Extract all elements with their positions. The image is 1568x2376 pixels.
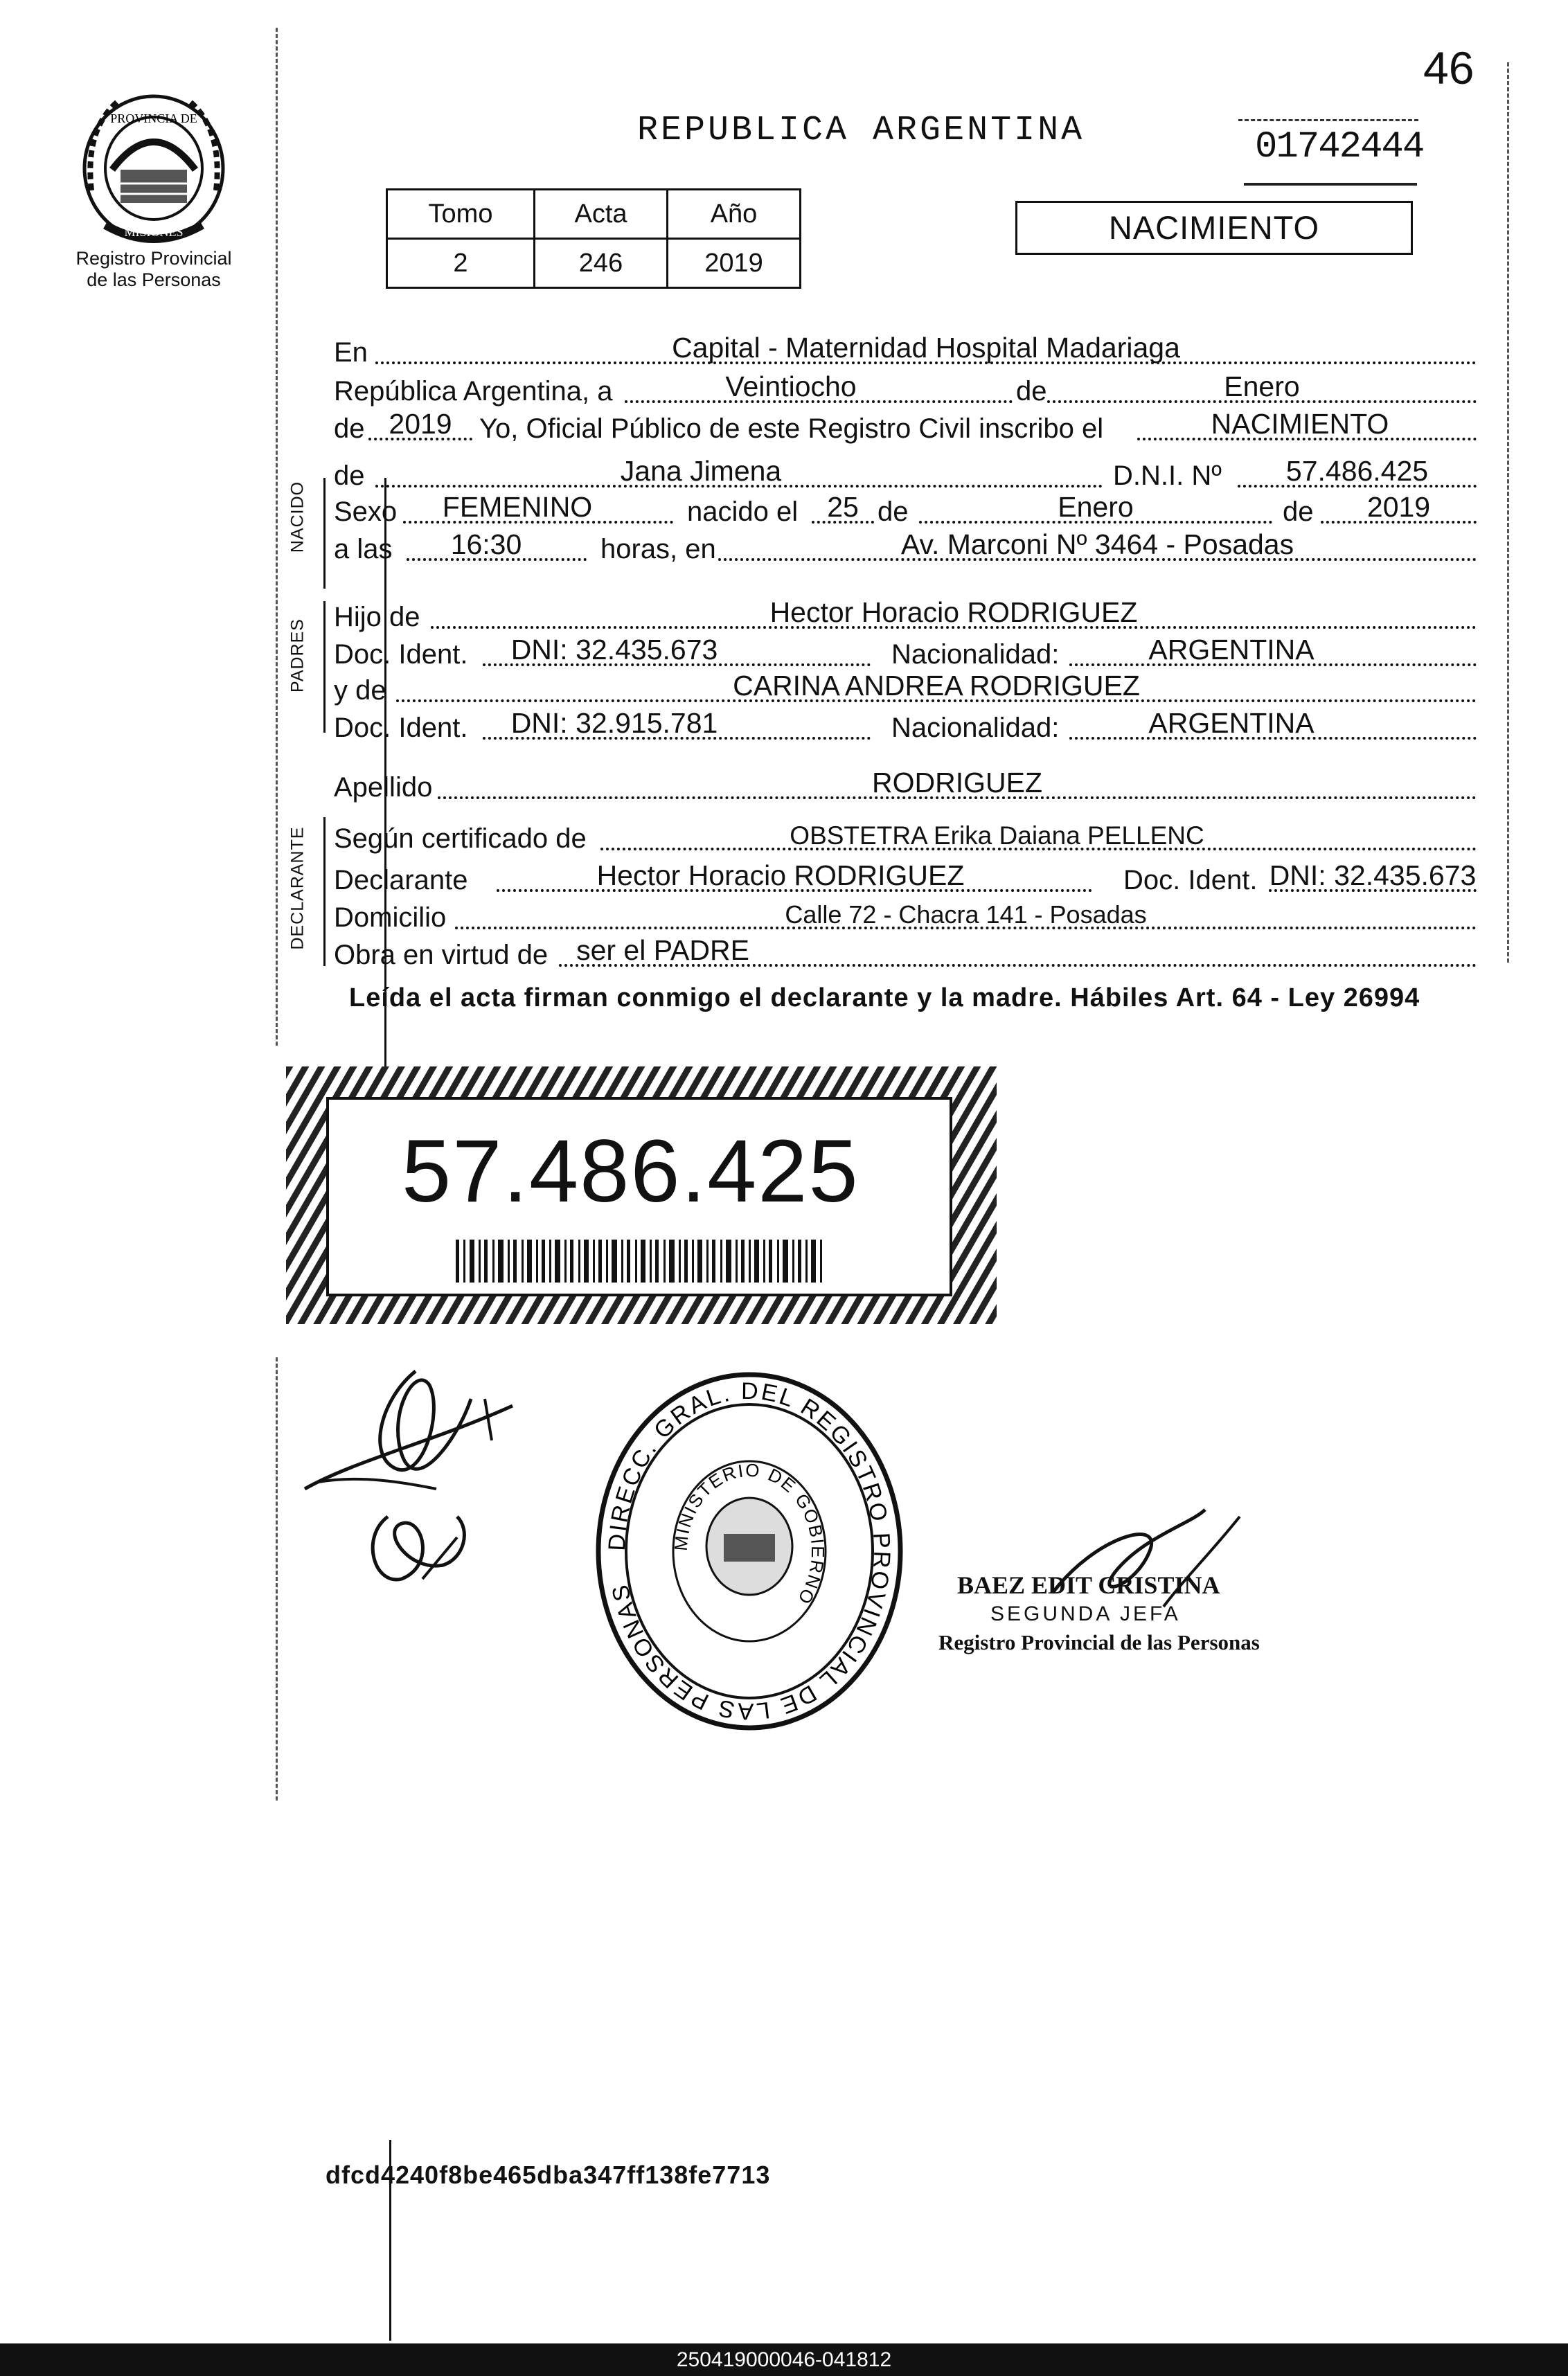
margin-line	[276, 28, 278, 1046]
anio-value: 2019	[668, 239, 801, 288]
value-padre: Hector Horacio RODRIGUEZ	[769, 596, 1138, 628]
official-seal	[592, 1368, 907, 1735]
label-y-de: y de	[334, 675, 386, 706]
row-hora	[334, 522, 1477, 571]
label-republica: República Argentina, a	[334, 376, 613, 407]
signer-name: BAEZ EDIT CRISTINA	[957, 1571, 1220, 1599]
side-label-nacido: NACIDO	[287, 481, 308, 553]
label-doc-ident: Doc. Ident.	[334, 639, 468, 670]
label-hijo-de: Hijo de	[334, 602, 420, 632]
logo-bottom-text: MISIONES	[124, 225, 184, 239]
value-madre: CARINA ANDREA RODRIGUEZ	[733, 670, 1140, 702]
label-en: En	[334, 337, 368, 368]
label-nacido-el: nacido el	[687, 497, 799, 527]
value-nombre: Jana Jimena	[620, 455, 782, 487]
acta-value: 246	[535, 239, 668, 288]
value-lugar: Capital - Maternidad Hospital Madariaga	[672, 332, 1180, 364]
seal-inner-text: MINISTERIO DE GOBIERNO	[670, 1459, 829, 1609]
serial-number-text: 01742444	[1255, 126, 1424, 168]
label-nacionalidad: Nacionalidad:	[891, 639, 1060, 670]
document-hash: dfcd4240f8be465dba347ff138fe7713	[326, 2161, 771, 2189]
registry-name	[61, 248, 247, 291]
label-de-4: de	[877, 497, 909, 527]
signature-declarante	[298, 1357, 533, 1620]
signer-office: Registro Provincial de las Personas	[938, 1630, 1260, 1654]
signer-role: SEGUNDA JEFA	[990, 1602, 1181, 1625]
section-line-declarante	[323, 817, 326, 966]
registry-name-line-1: Registro Provincial	[75, 248, 232, 269]
value-dni: 57.486.425	[1285, 455, 1429, 487]
value-obra: ser el PADRE	[576, 934, 749, 966]
value-dia-nac: 25	[827, 491, 859, 523]
side-label-padres: PADRES	[287, 618, 308, 693]
label-declarante: Declarante	[334, 865, 468, 895]
barcode-dni-number: 57.486.425	[402, 1122, 859, 1221]
value-apellido: RODRIGUEZ	[872, 767, 1042, 798]
document-type-box: NACIMIENTO	[1015, 201, 1413, 255]
value-anio: 2019	[389, 408, 452, 440]
acta-header: Acta	[535, 190, 668, 239]
label-de-3: de	[334, 461, 365, 491]
label-de-5: de	[1283, 497, 1314, 527]
anio-header: Año	[668, 190, 801, 239]
signature-official	[1011, 1496, 1274, 1620]
section-line-padres	[323, 601, 326, 733]
label-segun: Según certificado de	[334, 823, 587, 854]
tomo-value: 2	[387, 239, 535, 288]
bottom-line	[389, 2140, 391, 2341]
value-mes: Enero	[1224, 370, 1300, 402]
label-sexo: Sexo	[334, 497, 398, 527]
value-sexo: FEMENINO	[442, 491, 593, 523]
row-obra	[334, 928, 1477, 976]
value-lugar-nac: Av. Marconi Nº 3464 - Posadas	[900, 528, 1294, 560]
logo-top-text: PROVINCIA DE	[110, 111, 197, 125]
label-doc-ident-3: Doc. Ident.	[1123, 865, 1258, 895]
label-domicilio: Domicilio	[334, 902, 447, 933]
side-label-declarante: DECLARANTE	[287, 826, 308, 950]
label-yo: Yo, Oficial Público de este Registro Civil inscribo el	[479, 413, 1104, 444]
right-margin-line	[1507, 62, 1509, 963]
label-apellido: Apellido	[334, 772, 433, 803]
footer-code: 250419000046-041812	[0, 2343, 1568, 2376]
value-domicilio: Calle 72 - Chacra 141 - Posadas	[785, 900, 1147, 929]
value-hora: 16:30	[450, 528, 522, 560]
value-declarante: Hector Horacio RODRIGUEZ	[596, 859, 965, 891]
value-madre-nac: ARGENTINA	[1148, 707, 1315, 739]
value-declarante-doc: DNI: 32.435.673	[1269, 859, 1477, 891]
margin-line-lower	[276, 1357, 278, 1801]
value-dia-letras: Veintiocho	[725, 370, 857, 402]
record-table	[386, 188, 801, 289]
row-madre-doc	[334, 701, 1477, 749]
page-number: 46	[1423, 42, 1475, 93]
seal-outer-text: DIRECC. GRAL. DEL REGISTRO PROVINCIAL DE LAS PERSONAS	[603, 1377, 896, 1725]
label-de-2: de	[334, 413, 365, 444]
section-line-nacido	[323, 478, 326, 589]
label-nacionalidad-2: Nacionalidad:	[891, 713, 1060, 743]
label-obra: Obra en virtud de	[334, 940, 549, 970]
value-padre-nac: ARGENTINA	[1148, 634, 1315, 666]
value-padre-doc: DNI: 32.435.673	[510, 634, 718, 666]
label-doc-ident-2: Doc. Ident.	[334, 713, 468, 743]
label-dni: D.N.I. Nº	[1113, 461, 1222, 491]
value-certificado: OBSTETRA Erika Daiana PELLENC	[790, 821, 1204, 850]
label-de: de	[1016, 376, 1047, 407]
value-tipo: NACIMIENTO	[1211, 408, 1389, 440]
value-mes-nac: Enero	[1058, 491, 1134, 523]
value-madre-doc: DNI: 32.915.781	[510, 707, 718, 739]
label-horas-en: horas, en	[600, 534, 716, 564]
statement-text: Leída el acta firman conmigo el declarante y la madre. Hábiles Art. 64 - Ley 26994	[349, 983, 1420, 1012]
tomo-header: Tomo	[387, 190, 535, 239]
value-anio-nac: 2019	[1366, 491, 1431, 523]
document-title: REPUBLICA ARGENTINA	[637, 111, 1085, 150]
serial-number	[1238, 119, 1424, 183]
label-a-las: a las	[334, 534, 393, 564]
row-apellido	[334, 760, 1477, 809]
misiones-coat-of-arms-logo	[78, 87, 230, 246]
row-inscripcion	[334, 402, 1477, 450]
registry-name-line-2: de las Personas	[87, 269, 221, 290]
